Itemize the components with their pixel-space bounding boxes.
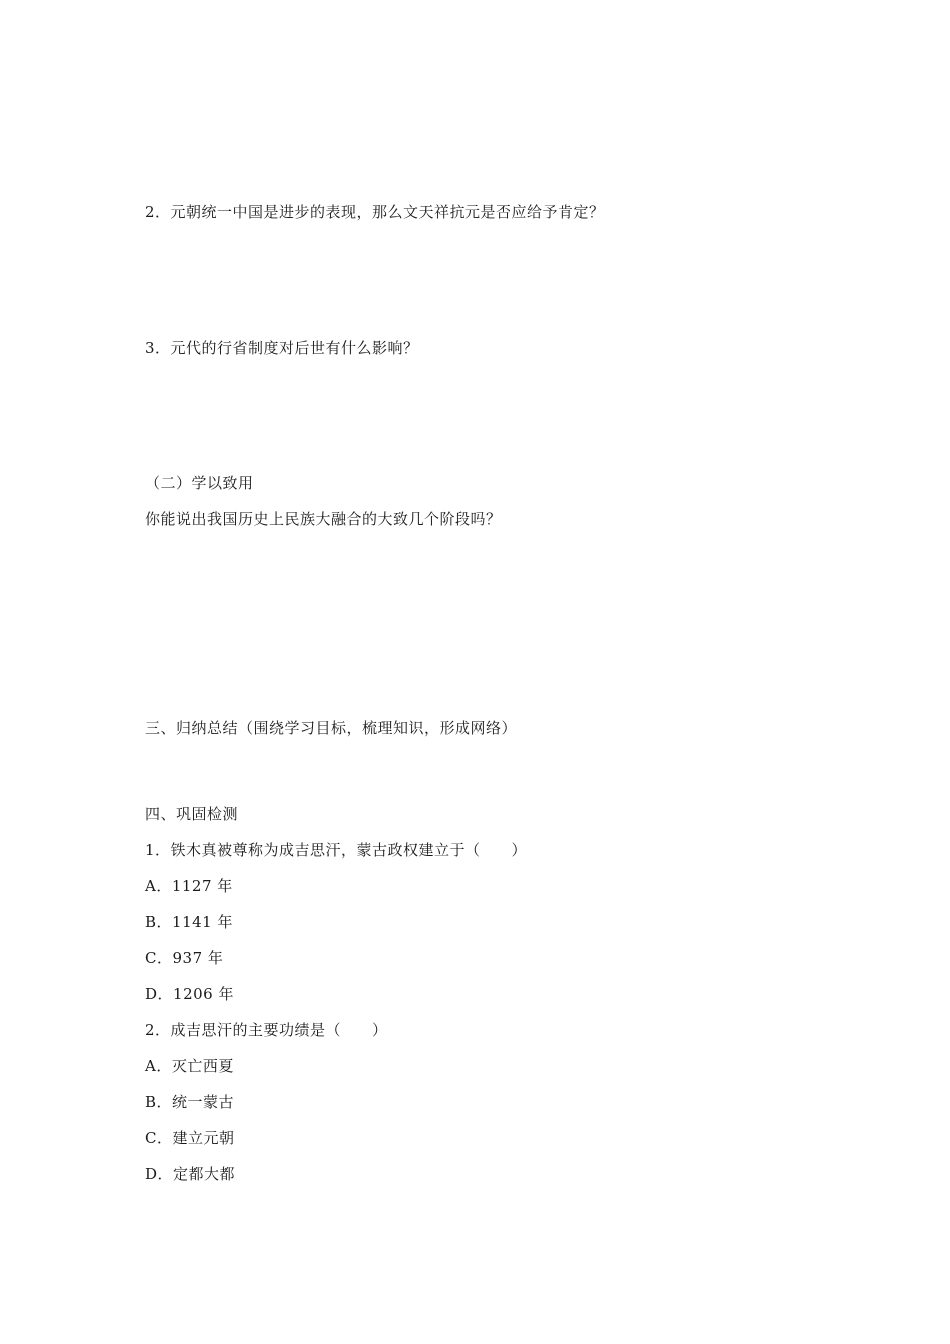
- check-question-1-option-d: D．1206 年: [145, 985, 234, 1003]
- discussion-question-2: 2．元朝统一中国是进步的表现，那么文天祥抗元是否应给予肯定？: [145, 203, 605, 221]
- discussion-question-3: 3．元代的行省制度对后世有什么影响？: [145, 339, 419, 357]
- check-question-1-option-b: B．1141 年: [145, 913, 233, 931]
- check-question-2-option-b: B．统一蒙古: [145, 1093, 235, 1111]
- check-question-1-option-c: C．937 年: [145, 949, 224, 967]
- summary-heading: 三、归纳总结（围绕学习目标，梳理知识，形成网络）: [145, 719, 518, 737]
- check-question-2-option-a: A．灭亡西夏: [145, 1057, 234, 1075]
- check-question-2-option-c: C．建立元朝: [145, 1129, 235, 1147]
- check-question-1-option-a: A．1127 年: [145, 877, 233, 895]
- apply-question: 你能说出我国历史上民族大融合的大致几个阶段吗？: [145, 510, 502, 528]
- check-question-1-stem: 1．铁木真被尊称为成吉思汗，蒙古政权建立于（ ）: [145, 841, 528, 859]
- check-heading: 四、巩固检测: [145, 805, 239, 823]
- check-question-2-option-d: D．定都大都: [145, 1165, 236, 1183]
- apply-heading: （二）学以致用: [145, 474, 254, 492]
- check-question-2-stem: 2．成吉思汗的主要功绩是（ ）: [145, 1021, 388, 1039]
